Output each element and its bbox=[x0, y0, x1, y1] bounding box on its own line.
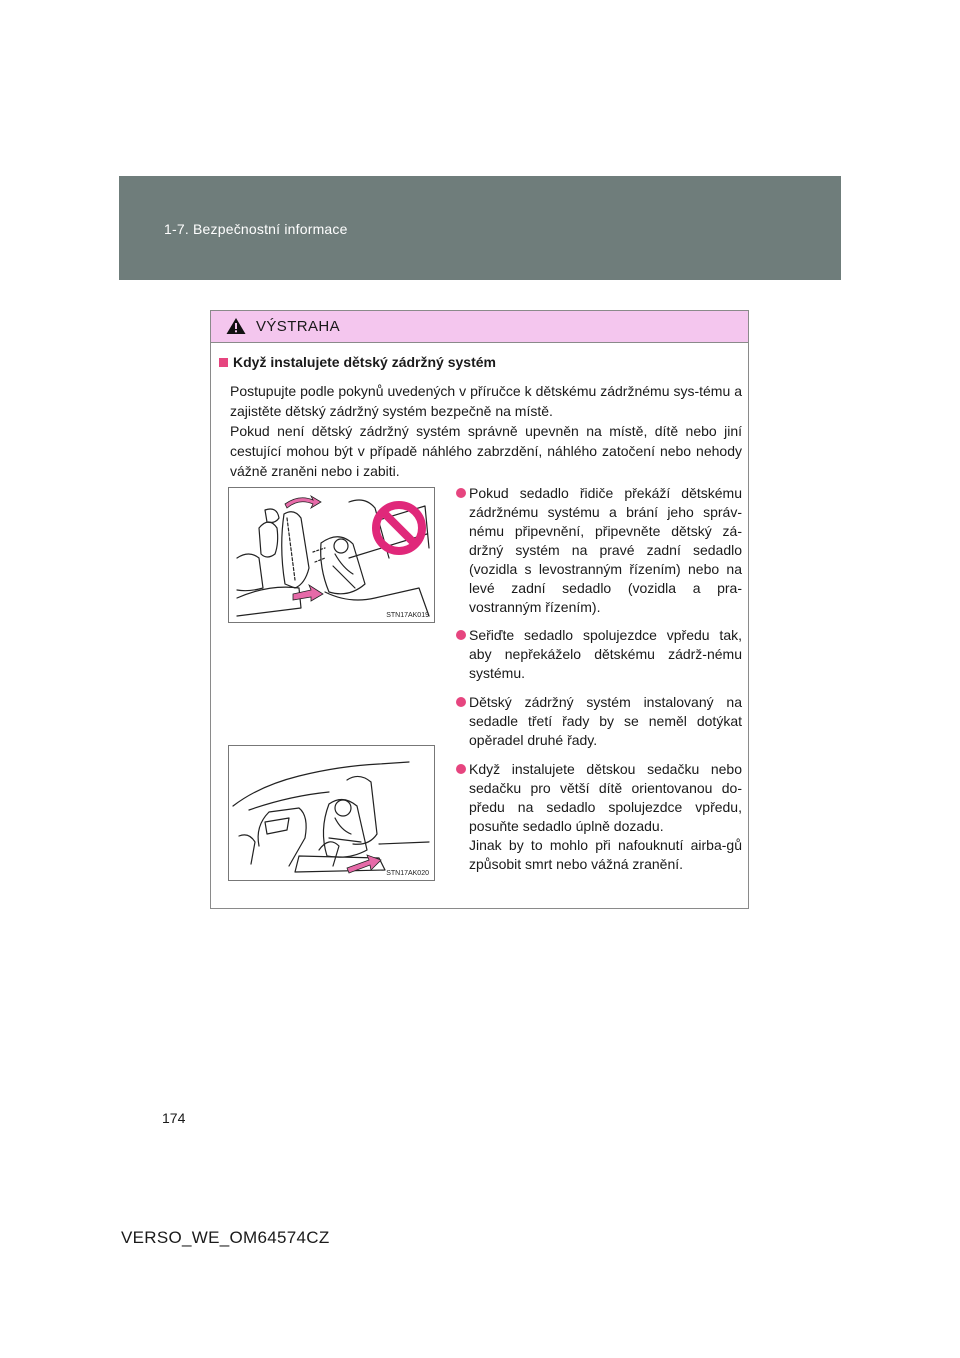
page-number: 174 bbox=[162, 1110, 186, 1126]
header-band bbox=[119, 176, 841, 280]
warning-title: VÝSTRAHA bbox=[256, 318, 341, 335]
warning-header bbox=[211, 311, 748, 343]
warning-subheading-text: Když instalujete dětský zádržný systém bbox=[233, 354, 496, 370]
bullet-text: Seřiďte sedadlo spolujezdce vpředu tak, aby nepřekáželo dětskému zádrž-nému systému. bbox=[469, 627, 742, 681]
warning-intro bbox=[230, 381, 742, 481]
bullet-item bbox=[456, 693, 742, 750]
warning-triangle-icon bbox=[226, 317, 246, 335]
warning-box bbox=[210, 310, 749, 909]
seat-obstruction-illustration bbox=[229, 488, 434, 622]
section-title: 1-7. Bezpečnostní informace bbox=[164, 221, 348, 237]
round-bullet-icon bbox=[456, 488, 466, 498]
figure-id: STN17AK019 bbox=[386, 612, 429, 619]
bullet-continuation bbox=[456, 836, 742, 874]
warning-bullets bbox=[456, 484, 742, 874]
front-seat-child-illustration bbox=[229, 746, 434, 880]
bullet-item bbox=[456, 484, 742, 617]
figure-front-passenger-seat bbox=[228, 745, 435, 881]
bullet-item bbox=[456, 626, 742, 683]
figure-id: STN17AK020 bbox=[386, 870, 429, 877]
intro-paragraph: Postupujte podle pokynů uvedených v příručce k dětskému zádržnému sys-tému a zajistěte dětský zádržný systém bezpečně na místě. bbox=[230, 383, 742, 419]
figure-seat-obstruction bbox=[228, 487, 435, 623]
round-bullet-icon bbox=[456, 697, 466, 707]
bullet-text: Pokud sedadlo řidiče překáží dětskému zádržnému systému a brání jeho správ-nému připevnění, připevněte dětský zá-držný systém na pravé zadní sedadlo (vozidla s levostranným řízením) nebo na levé zadní sedadlo (vozidla a pra-vostranným řízením). bbox=[469, 485, 742, 615]
bullet-text: Jinak by to mohlo při nafouknutí airba-gů způsobit smrt nebo vážná zranění. bbox=[469, 837, 742, 872]
document-code: VERSO_WE_OM64574CZ bbox=[121, 1228, 330, 1247]
intro-paragraph: Pokud není dětský zádržný systém správně upevněn na místě, dítě nebo jiní cestující mohou být v případě náhlého zabrzdění, náhlého zatočení nebo nehody vážně zraněni nebo i zabiti. bbox=[230, 423, 742, 479]
bullet-item bbox=[456, 760, 742, 836]
warning-subheading bbox=[219, 354, 496, 370]
bullet-text: Když instalujete dětskou sedačku nebo sedačku pro větší dítě orientovanou do-předu na sedadlo spolujezdce vpředu, posuňte sedadlo úplně dozadu. bbox=[469, 761, 742, 834]
round-bullet-icon bbox=[456, 764, 466, 774]
round-bullet-icon bbox=[456, 630, 466, 640]
prohibition-icon bbox=[376, 505, 422, 551]
square-bullet-icon bbox=[219, 358, 228, 367]
bullet-text: Dětský zádržný systém instalovaný na sedadle třetí řady by se neměl dotýkat opěradel druhé řady. bbox=[469, 694, 742, 748]
